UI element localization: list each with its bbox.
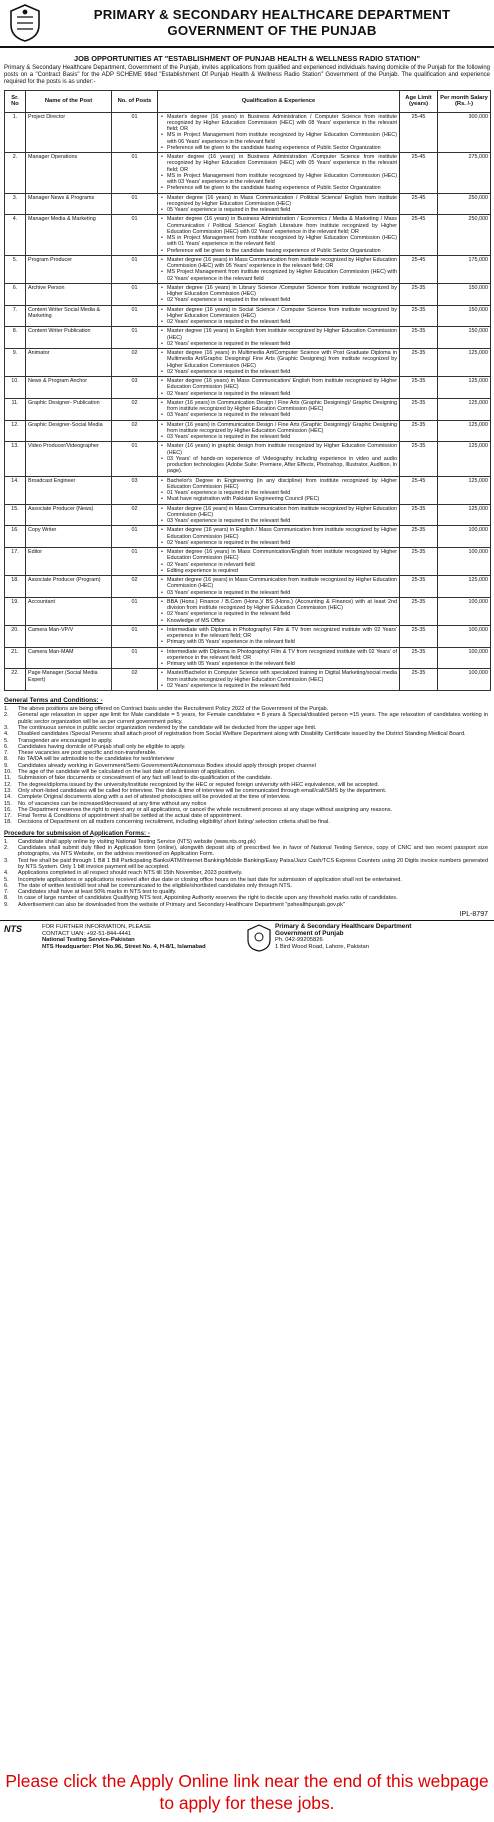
row-sr: 1. bbox=[5, 112, 26, 153]
row-post-name: Broadcast Engineer bbox=[26, 476, 112, 504]
row-qualification bbox=[158, 349, 400, 377]
row-no-of-posts: 01 bbox=[112, 548, 158, 576]
row-post-name: Animator bbox=[26, 349, 112, 377]
row-qualification bbox=[158, 476, 400, 504]
row-age-limit: 25-35 bbox=[400, 283, 438, 305]
row-salary: 100,000 bbox=[438, 597, 491, 625]
qualification-item: • 02 Years' experience is required in the relevant field bbox=[160, 611, 397, 617]
qualification-item: • Primary with 05 Years' experience in the relevant field bbox=[160, 661, 397, 667]
row-qualification bbox=[158, 442, 400, 476]
row-salary: 100,000 bbox=[438, 669, 491, 691]
col-salary: Per month Salary (Rs. /-) bbox=[438, 90, 491, 112]
list-text: The continuous service in public sector organization rendered by the candidate will be deducted from the upper age limit. bbox=[18, 725, 317, 731]
row-no-of-posts: 02 bbox=[112, 420, 158, 442]
list-text: No TA/DA will be admissible to the candidates for test/interview bbox=[18, 756, 174, 763]
table-row bbox=[5, 548, 491, 576]
qualification-item: • Intermediate with Diploma in Photography/ Film & TV from recognized institute with 02 Years' experience in the relevant field; OR bbox=[160, 627, 397, 640]
row-salary: 125,000 bbox=[438, 377, 491, 399]
qualification-item: • Preference will be given to the candidate having experience of Public Sector Organization bbox=[160, 248, 397, 254]
row-sr: 22. bbox=[5, 669, 26, 691]
footer-nts-address: NTS Headquarter: Plot No.96, Street No. 4, H-8/1, Islamabad bbox=[42, 943, 206, 950]
list-number: 8. bbox=[4, 756, 9, 763]
procedure-list bbox=[0, 839, 494, 908]
col-qualification: Qualification & Experience bbox=[158, 90, 400, 112]
table-row bbox=[5, 398, 491, 420]
qualification-item: • Master degree (16 years) in Mass Communication/English from institute recognized by Higher Education Commission (HEC) bbox=[160, 549, 397, 562]
row-age-limit: 25-35 bbox=[400, 349, 438, 377]
row-post-name: Archive Person bbox=[26, 283, 112, 305]
qualification-item: • 02 Years' experience is required in the relevant field bbox=[160, 297, 397, 303]
row-sr: 13. bbox=[5, 442, 26, 476]
qualification-item: • Master degree (16 years) in English / Mass Communication from institute recognized by Higher Education Commission (HEC) bbox=[160, 527, 397, 540]
list-text: Incomplete applications or applications received after due date or closing office hours on the last date for submission of application shall not be entertained. bbox=[18, 876, 402, 883]
list-number: 8. bbox=[4, 895, 9, 902]
table-row bbox=[5, 327, 491, 349]
row-post-name: Video Producer/Videographer bbox=[26, 442, 112, 476]
row-age-limit: 25-35 bbox=[400, 576, 438, 598]
list-number: 7. bbox=[4, 889, 9, 896]
qualification-item: • Master degree (16 years) in Mass Communication / Political Science/ English from institute recognized by Higher Education Commission (HEC) bbox=[160, 195, 397, 208]
row-sr: 5. bbox=[5, 255, 26, 283]
row-no-of-posts: 01 bbox=[112, 112, 158, 153]
row-qualification bbox=[158, 576, 400, 598]
row-no-of-posts: 01 bbox=[112, 597, 158, 625]
list-text: In case of large number of candidates Qualifying NTS test, Appointing Authority reserves the right to decide upon any threshold marks ratio of candidates. bbox=[18, 895, 398, 902]
list-number: 2. bbox=[4, 712, 9, 719]
terms-list bbox=[0, 706, 494, 826]
table-row bbox=[5, 504, 491, 526]
row-qualification bbox=[158, 193, 400, 215]
list-number: 11. bbox=[4, 775, 12, 782]
row-age-limit: 25-45 bbox=[400, 193, 438, 215]
row-salary: 125,000 bbox=[438, 442, 491, 476]
row-no-of-posts: 01 bbox=[112, 442, 158, 476]
terms-heading: General Terms and Conditions: - bbox=[4, 697, 103, 705]
list-number: 1. bbox=[4, 706, 9, 713]
list-text: Complete Original documents along with a set of attested photocopies will be provided at the time of interview. bbox=[18, 794, 291, 801]
qualification-item: • 03 Years' experience is required in the relevant field bbox=[160, 412, 397, 418]
row-salary: 150,000 bbox=[438, 327, 491, 349]
row-post-name: Content Writer Publication bbox=[26, 327, 112, 349]
qualification-item: • 02 Years' experience is required in the relevant field bbox=[160, 319, 397, 325]
row-sr: 3. bbox=[5, 193, 26, 215]
list-text: No. of vacancies can be increased/decreased at any time without any notice bbox=[18, 800, 207, 807]
list-text: Only short-listed candidates will be called for interview. The date & time of interview will be communicated through email/call/SMS by the department. bbox=[18, 787, 387, 794]
government-title: GOVERNMENT OF THE PUNJAB bbox=[167, 23, 377, 38]
row-salary: 175,000 bbox=[438, 255, 491, 283]
row-qualification bbox=[158, 669, 400, 691]
row-post-name: Manager Media & Marketing bbox=[26, 215, 112, 256]
row-qualification bbox=[158, 255, 400, 283]
col-post-name: Name of the Post bbox=[26, 90, 112, 112]
row-age-limit: 25-35 bbox=[400, 597, 438, 625]
row-no-of-posts: 01 bbox=[112, 255, 158, 283]
row-qualification bbox=[158, 112, 400, 153]
row-no-of-posts: 01 bbox=[112, 647, 158, 669]
punjab-government-logo bbox=[0, 0, 50, 46]
row-salary: 100,000 bbox=[438, 526, 491, 548]
row-age-limit: 25-45 bbox=[400, 153, 438, 194]
qualification-item: • 02 Years' experience is required in the relevant field bbox=[160, 369, 397, 375]
row-salary: 275,000 bbox=[438, 153, 491, 194]
apply-online-banner: Please click the Apply Online link near the end of this webpage to apply for these jobs. bbox=[5, 1771, 489, 1813]
table-row bbox=[5, 576, 491, 598]
qualification-item: • Master degree (16 years) in Mass Communication from institute recognized by Higher Education Commission (HEC) bbox=[160, 577, 397, 590]
row-sr: 11. bbox=[5, 398, 26, 420]
row-salary: 100,000 bbox=[438, 647, 491, 669]
list-number: 9. bbox=[4, 901, 9, 908]
list-number: 9. bbox=[4, 762, 9, 769]
row-sr: 4. bbox=[5, 215, 26, 256]
list-text: General age relaxation in upper age limit for Male candidate = 5 years, for Female candidates = 8 years & Special/disabled person =15 years. The age relaxation of candidates working in public sector organization will be as per current government policy. bbox=[18, 712, 488, 725]
row-post-name: Editor bbox=[26, 548, 112, 576]
qualification-item: • Bachelor's Degree in Engineering (in any discipline) from institute recognized by Higher Education Commission (HEC) bbox=[160, 478, 397, 491]
qualification-item: • 02 Years' experience is required in the relevant field bbox=[160, 540, 397, 546]
row-age-limit: 25-35 bbox=[400, 442, 438, 476]
row-sr: 20. bbox=[5, 625, 26, 647]
row-no-of-posts: 01 bbox=[112, 625, 158, 647]
table-row bbox=[5, 669, 491, 691]
row-post-name: Program Producer bbox=[26, 255, 112, 283]
qualification-item: • Primary with 05 Years' experience in the relevant field bbox=[160, 639, 397, 645]
row-sr: 9. bbox=[5, 349, 26, 377]
table-row bbox=[5, 420, 491, 442]
row-post-name: Camera Man-VP/V bbox=[26, 625, 112, 647]
row-age-limit: 25-35 bbox=[400, 327, 438, 349]
row-age-limit: 25-45 bbox=[400, 255, 438, 283]
row-salary: 250,000 bbox=[438, 215, 491, 256]
row-no-of-posts: 02 bbox=[112, 669, 158, 691]
qualification-item: • 03 Years' experience is required in the relevant field bbox=[160, 590, 397, 596]
row-salary: 150,000 bbox=[438, 283, 491, 305]
term-item bbox=[4, 712, 488, 725]
department-seal-icon bbox=[247, 924, 271, 952]
row-sr: 19. bbox=[5, 597, 26, 625]
row-salary: 300,000 bbox=[438, 112, 491, 153]
nts-logo: NTS bbox=[4, 924, 22, 935]
row-age-limit: 25-35 bbox=[400, 526, 438, 548]
list-text: Candidate shall apply online by visiting National Testing Service (NTS) website (www.nts.org.pk) bbox=[18, 838, 256, 845]
row-qualification bbox=[158, 548, 400, 576]
row-salary: 125,000 bbox=[438, 476, 491, 504]
list-text: The age of the candidate will be calculated on the last date of submission of application. bbox=[18, 769, 236, 776]
row-no-of-posts: 01 bbox=[112, 153, 158, 194]
row-sr: 17. bbox=[5, 548, 26, 576]
row-no-of-posts: 01 bbox=[112, 283, 158, 305]
list-number: 3. bbox=[4, 857, 9, 864]
row-salary: 150,000 bbox=[438, 305, 491, 327]
qualification-item: • 02 Years' experience in relevant field bbox=[160, 562, 397, 568]
row-qualification bbox=[158, 597, 400, 625]
list-text: The Department reserves the right to reject any or all applications, or cancel the whole recruitment process at any stage without assigning any reasons. bbox=[18, 806, 393, 813]
procedure-heading: Procedure for submission of Application Forms: - bbox=[4, 829, 150, 837]
footer-uan: CONTACT UAN: +92-51-844-4441 bbox=[42, 930, 132, 937]
row-post-name: Graphic Designer-Social Media bbox=[26, 420, 112, 442]
row-age-limit: 25-35 bbox=[400, 504, 438, 526]
qualification-item: • Master degree (16 years) in Library Science /Computer Science from institute recognized by Higher Education Commission (HEC) bbox=[160, 285, 397, 298]
row-sr: 18. bbox=[5, 576, 26, 598]
list-number: 4. bbox=[4, 870, 9, 877]
list-text: Candidates shall have at least 50% marks in NTS test to qualify. bbox=[18, 889, 177, 896]
row-sr: 8. bbox=[5, 327, 26, 349]
qualification-item: • 03 Years' of hands-on experience of Videography including experience in video and audio production technologies (Adobe Suite: Premiere, After Effects, Photoshop, Illustrator, Audition, In page). bbox=[160, 456, 397, 475]
row-no-of-posts: 02 bbox=[112, 349, 158, 377]
list-text: Disabled candidates /Special Persons shall attach proof of registration from Social Welfare Department along with Disability Certificate issued by the District Standing Medical Board. bbox=[18, 731, 466, 738]
qualification-item: • Master degree (16 years) in Mass Communication/ English from institute recognized by Higher Education Commission (HEC) bbox=[160, 378, 397, 391]
table-row bbox=[5, 625, 491, 647]
row-salary: 100,000 bbox=[438, 548, 491, 576]
qualification-item: • BBA (Hons.) Finance / B.Com (Hons.)/ BS (Hons.) (Accounting & Finance) with at least 2nd division from institute recognized by Higher Education Commission (HEC) bbox=[160, 599, 397, 612]
list-number: 1. bbox=[4, 838, 9, 845]
list-text: Final Terms & Conditions of appointment shall be settled at the actual date of appointment. bbox=[18, 813, 243, 820]
qualification-item: • Must have registration with Pakistan Engineering Council (PEC) bbox=[160, 496, 397, 502]
row-age-limit: 25-35 bbox=[400, 398, 438, 420]
row-age-limit: 25-35 bbox=[400, 305, 438, 327]
row-post-name: Manager News & Programs bbox=[26, 193, 112, 215]
qualification-item: • Editing experience is required bbox=[160, 568, 397, 574]
table-row bbox=[5, 193, 491, 215]
row-post-name: Associate Producer (News) bbox=[26, 504, 112, 526]
row-age-limit: 25-45 bbox=[400, 476, 438, 504]
list-text: The date of written test/skill test shall be communicated to the eligible/shortlisted candidates only through NTS. bbox=[18, 882, 292, 889]
row-sr: 14. bbox=[5, 476, 26, 504]
row-post-name: Manager Operations bbox=[26, 153, 112, 194]
list-number: 6. bbox=[4, 743, 9, 750]
list-number: 17. bbox=[4, 813, 12, 820]
list-text: Candidates shall submit duly filled in Application form (online), alongwith deposit slip of prescribed fee in favor of National Testing Service, copy of CNIC and two recent passport size photographs, via NTS Website, on the address mentioned on Application Form. bbox=[18, 845, 488, 858]
row-qualification bbox=[158, 153, 400, 194]
row-sr: 6. bbox=[5, 283, 26, 305]
qualification-item: • 03 Years' experience is required in the relevant field bbox=[160, 518, 397, 524]
qualification-item: • Master degree (16 years) in Business Administration /Computer Science from institute recognized by Higher Education Commission (HEC) with 05 Years' experience in the relevant field; OR bbox=[160, 154, 397, 173]
row-sr: 15. bbox=[5, 504, 26, 526]
list-number: 5. bbox=[4, 737, 9, 744]
qualification-item: • Master degree (16 years) in Multimedia Art/Computer Science with Post Graduate Diploma in Multimedia Art/Graphic Designing/ Fine Arts (Graphic Designing) from institute recognized by Higher Education Commission (HEC) bbox=[160, 350, 397, 369]
footer bbox=[0, 920, 494, 958]
row-sr: 2. bbox=[5, 153, 26, 194]
col-age-limit: Age Limit (years) bbox=[400, 90, 438, 112]
job-opportunities-heading: JOB OPPORTUNITIES AT "ESTABLISHMENT OF PUNJAB HEALTH & WELLNESS RADIO STATION" bbox=[73, 54, 421, 63]
list-text: Candidates already working in Government/Semi Government/Autonomous Bodies should apply through proper channel bbox=[18, 762, 316, 769]
row-post-name: Graphic Designer- Publication bbox=[26, 398, 112, 420]
list-text: Decisions of Department on all matters concerning recruitment, including eligibility/ short listing/ selection criteria shall be final. bbox=[18, 819, 330, 826]
row-qualification bbox=[158, 625, 400, 647]
table-row bbox=[5, 526, 491, 548]
row-qualification bbox=[158, 215, 400, 256]
col-no-of-posts: No. of Posts bbox=[112, 90, 158, 112]
qualification-item: • Master (16 years) in graphic design from institute recognized by Higher Education Commission (HEC) bbox=[160, 443, 397, 456]
qualification-item: • MS in Project Management from institute recognized by Higher Education Commission (HEC) with 06 Years' experience in the relevant field bbox=[160, 132, 397, 145]
list-text: Transgender are encouraged to apply. bbox=[18, 737, 113, 744]
intro-paragraph: Primary & Secondary Healthcare Department, Government of the Punjab, invites applications from qualified and experienced individuals having domicile of the Punjab for the following posts on a "Contract Basis" for the ADP SCHEME titled "Establishment Of Punjab Health & Wellness Radio Station" Government of the Punjab. The qualification and experience required for the posts is as under:- bbox=[4, 65, 490, 86]
qualification-item: • 03 Years' experience is required in the relevant field bbox=[160, 434, 397, 440]
row-no-of-posts: 02 bbox=[112, 576, 158, 598]
row-sr: 21. bbox=[5, 647, 26, 669]
qualification-item: • Master (16 years) in Communication Design / Fine Arts (Graphic Designing)/ Graphic Designing from institute recognized by Higher Education Commission (HEC) bbox=[160, 422, 397, 435]
row-no-of-posts: 03 bbox=[112, 377, 158, 399]
row-no-of-posts: 03 bbox=[112, 476, 158, 504]
footer-address: 1 Bird Wood Road, Lahore, Pakistan bbox=[275, 943, 369, 950]
list-text: The above positions are being offered on Contract basis under the Recruitment Policy 2022 of the Government of the Punjab. bbox=[18, 706, 329, 713]
qualification-item: • Master/Bachelor in Computer Science with specialized training in Digital Marketing/social media from institute recognized by Higher Education Commission (HEC) bbox=[160, 670, 397, 683]
row-qualification bbox=[158, 377, 400, 399]
qualification-item: • MS Project Management from institute recognized by Higher Education Commission (HEC) with 02 Years' experience in the relevant field bbox=[160, 269, 397, 282]
footer-nts-name: National Testing Service-Pakistan bbox=[42, 937, 135, 944]
row-age-limit: 25-35 bbox=[400, 625, 438, 647]
row-salary: 125,000 bbox=[438, 349, 491, 377]
list-number: 18. bbox=[4, 819, 12, 826]
footer-phone: Ph. 042-99205826 bbox=[275, 937, 323, 944]
qualification-item: • MS in Project Management from institute recognized by Higher Education Commission (HEC) with 01 Years' experience in the relevant field bbox=[160, 235, 397, 248]
table-row bbox=[5, 153, 491, 194]
row-sr: 12. bbox=[5, 420, 26, 442]
row-salary: 125,000 bbox=[438, 504, 491, 526]
qualification-item: • 05 Years' experience is required in the relevant field bbox=[160, 207, 397, 213]
row-qualification bbox=[158, 398, 400, 420]
list-number: 2. bbox=[4, 845, 9, 852]
qualification-item: • Preference will be given to the candidate having experience of Public Sector Organization bbox=[160, 185, 397, 191]
list-number: 14. bbox=[4, 794, 12, 801]
row-salary: 100,000 bbox=[438, 625, 491, 647]
qualification-item: • Master degree (16 years) in Mass Communication from institute recognized by Higher Education Commission (HEC) with 05 Years' experience in the relevant field; OR bbox=[160, 257, 397, 270]
list-text: Test fee shall be paid through 1 Bill 1 Bill Participating Banks/ATM/Internet Banking/Mobile Banking/Easy Paisa/Jazz Cash/TCS Express Counters using 20 Digits invoice numbers generated by NTS System. Only 1 bill invoice payment will be accepted. bbox=[18, 857, 488, 870]
qualification-item: • Master degree (16 years) in Business Administration / Economics / Media & Marketing / Mass Communication / Political Science/ English Literature from institute recognized by Higher Education Commission (HEC) with 02 Years' experience in the relevant field; OR bbox=[160, 216, 397, 235]
list-number: 13. bbox=[4, 787, 12, 794]
row-qualification bbox=[158, 305, 400, 327]
row-qualification bbox=[158, 504, 400, 526]
posts-table bbox=[4, 90, 491, 692]
row-no-of-posts: 02 bbox=[112, 398, 158, 420]
qualification-item: • Master degree (16 years) in Social Science / Computer Science from institute recognized by Higher Education Commission (HEC) bbox=[160, 307, 397, 320]
row-sr: 7. bbox=[5, 305, 26, 327]
list-text: Applications completed in all respect should reach NTS till 15th November, 2023 positively. bbox=[18, 870, 243, 877]
posts-table-header bbox=[5, 90, 491, 112]
table-row bbox=[5, 349, 491, 377]
term-item bbox=[4, 819, 488, 825]
list-number: 3. bbox=[4, 725, 9, 731]
row-post-name: Project Director bbox=[26, 112, 112, 153]
advertisement-reference: IPL-8797 bbox=[459, 911, 488, 919]
row-age-limit: 25-45 bbox=[400, 112, 438, 153]
table-row bbox=[5, 597, 491, 625]
list-text: These vacancies are post specific and non-transferable. bbox=[18, 750, 157, 757]
list-text: Submission of fake documents or concealment of any fact will lead to dis-qualification of the candidate. bbox=[18, 775, 273, 782]
table-row bbox=[5, 647, 491, 669]
procedure-item bbox=[4, 845, 488, 858]
table-row bbox=[5, 255, 491, 283]
row-post-name: Copy Writer bbox=[26, 526, 112, 548]
row-no-of-posts: 01 bbox=[112, 526, 158, 548]
row-post-name: Page Manager (Social Media Expert) bbox=[26, 669, 112, 691]
department-title: PRIMARY & SECONDARY HEALTHCARE DEPARTMENT bbox=[93, 7, 451, 22]
table-row bbox=[5, 215, 491, 256]
qualification-item: • Master degree (16 years) in Mass Communication from institute recognized by Higher Education Commission (HEC) bbox=[160, 506, 397, 519]
emblem-icon bbox=[8, 3, 42, 43]
qualification-item: • Master (16 years) in Communication Design / Fine Arts (Graphic Designing)/ Graphic Designing from institute recognized by Higher Education Commission (HEC) bbox=[160, 400, 397, 413]
list-number: 10. bbox=[4, 769, 12, 776]
list-number: 16. bbox=[4, 806, 12, 813]
row-salary: 250,000 bbox=[438, 193, 491, 215]
row-qualification bbox=[158, 526, 400, 548]
qualification-item: • 02 Years' experience is required in the relevant field bbox=[160, 391, 397, 397]
qualification-item: • 02 Years' experience is required in the relevant field bbox=[160, 683, 397, 689]
row-salary: 125,000 bbox=[438, 420, 491, 442]
row-salary: 125,000 bbox=[438, 398, 491, 420]
row-qualification bbox=[158, 327, 400, 349]
row-post-name: Associate Producer (Program) bbox=[26, 576, 112, 598]
list-text: The degree/diploma issued by the university/institute recognized by the HEC or reputed foreign university with HEC equivalence, will be accepted. bbox=[18, 781, 379, 788]
list-number: 5. bbox=[4, 876, 9, 883]
list-text: Candidates having domicile of Punjab shall only be eligible to apply. bbox=[18, 743, 186, 750]
list-number: 6. bbox=[4, 882, 9, 889]
row-no-of-posts: 01 bbox=[112, 215, 158, 256]
header bbox=[0, 0, 494, 48]
row-age-limit: 25-45 bbox=[400, 215, 438, 256]
row-no-of-posts: 02 bbox=[112, 504, 158, 526]
row-age-limit: 25-35 bbox=[400, 548, 438, 576]
row-age-limit: 25-35 bbox=[400, 647, 438, 669]
qualification-item: • Preference will be given to the candidate having experience of Public Sector Organization bbox=[160, 145, 397, 151]
table-row bbox=[5, 305, 491, 327]
footer-government: Government of Punjab bbox=[275, 929, 344, 937]
qualification-item: • 01 Years' experience is required in the relevant field bbox=[160, 490, 397, 496]
row-post-name: Accountant bbox=[26, 597, 112, 625]
qualification-item: • Master's degree (16 years) in Business Administration / Computer Science from institute recognized by Higher Education Commission (HEC) with 08 Years' experience in the relevant field; OR bbox=[160, 114, 397, 133]
table-row bbox=[5, 476, 491, 504]
row-qualification bbox=[158, 420, 400, 442]
list-text: Advertisement can also be downloaded from the website of Primary and Secondary Healthcare Department "pshealthpunjab.gov.pk" bbox=[18, 901, 345, 908]
list-number: 12. bbox=[4, 781, 12, 788]
row-age-limit: 25-35 bbox=[400, 420, 438, 442]
footer-contact-line: FOR FURTHER INFORMATION, PLEASE bbox=[42, 924, 151, 931]
table-row bbox=[5, 377, 491, 399]
qualification-item: • Intermediate with Diploma in Photography/ Film & TV from recognized institute with 02 Years' of experience in the relevant field; OR bbox=[160, 649, 397, 662]
list-number: 4. bbox=[4, 731, 9, 738]
table-row bbox=[5, 442, 491, 476]
row-age-limit: 25-35 bbox=[400, 377, 438, 399]
procedure-item bbox=[4, 858, 488, 871]
row-post-name: Camera Man-MAM bbox=[26, 647, 112, 669]
qualification-item: • Knowledge of MS Office bbox=[160, 618, 397, 624]
row-post-name: Content Writer Social Media & Marketing bbox=[26, 305, 112, 327]
row-no-of-posts: 01 bbox=[112, 327, 158, 349]
qualification-item: • Master degree (16 years) in English from institute recognized by Higher Education Commission (HEC) bbox=[160, 328, 397, 341]
row-no-of-posts: 01 bbox=[112, 305, 158, 327]
row-qualification bbox=[158, 647, 400, 669]
qualification-item: • 02 Years' experience is required in the relevant field bbox=[160, 341, 397, 347]
row-no-of-posts: 01 bbox=[112, 193, 158, 215]
row-age-limit: 25-35 bbox=[400, 669, 438, 691]
table-row bbox=[5, 283, 491, 305]
footer-department: Primary & Secondary Healthcare Department bbox=[275, 923, 412, 931]
table-row bbox=[5, 112, 491, 153]
row-post-name: News & Program Anchor bbox=[26, 377, 112, 399]
row-salary: 125,000 bbox=[438, 576, 491, 598]
list-number: 7. bbox=[4, 750, 9, 757]
list-number: 15. bbox=[4, 800, 12, 807]
row-sr: 10. bbox=[5, 377, 26, 399]
row-sr: 16. bbox=[5, 526, 26, 548]
row-qualification bbox=[158, 283, 400, 305]
col-sr: Sr. No bbox=[5, 90, 26, 112]
qualification-item: • MS in Project Management from institute recognized by Higher Education Commission (HEC) with 03 Years' experience in the relevant field bbox=[160, 173, 397, 186]
